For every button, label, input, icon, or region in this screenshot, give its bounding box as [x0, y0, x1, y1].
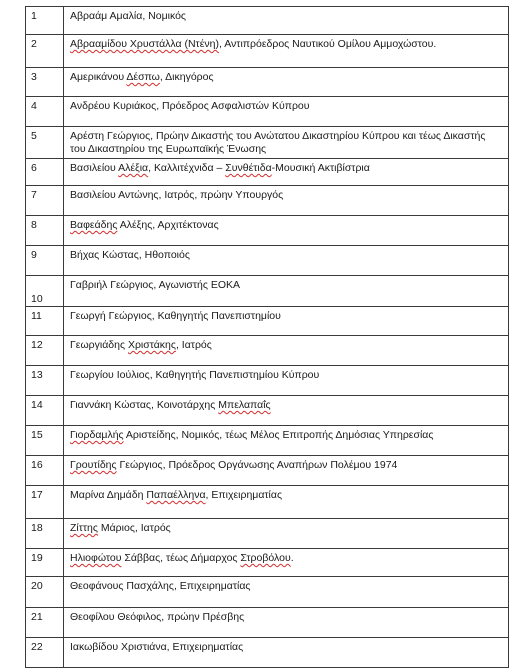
table-row [26, 35, 509, 68]
entry-text: , Επιχειρηματίας [205, 489, 283, 501]
entry-text: Θεοφάνους Πασχάλης, Επιχειρηματίας [70, 580, 251, 592]
spellcheck-flagged-text: Χριστάκης [127, 339, 176, 351]
entry-text: Αρέστη Γεώργιος, Πρώην Δικαστής του Ανώτατου Δικαστηρίου Κύπρου και τέως Δικαστής του Δικαστηρίου της Ευρωπαϊκής Ένωσης [70, 130, 486, 155]
person-entry [64, 276, 509, 307]
spellcheck-flagged-text: Δέσπω [126, 71, 160, 83]
table-row [26, 519, 509, 549]
row-number: 17 [26, 486, 64, 519]
spellcheck-flagged-text: Αβρααμίδου Χρυστάλλα (Ντένη) [70, 38, 219, 50]
entry-text: , Ιατρός [175, 339, 212, 351]
entry-text: Αριστείδης, Νομικός, τέως Μέλος Επιτροπής Δημόσιας Υπηρεσίας [123, 429, 434, 441]
entry-text: Θεοφίλου Θεόφιλος, πρώην Πρέσβης [70, 611, 245, 623]
row-number: 10 [26, 276, 64, 307]
row-number: 12 [26, 336, 64, 366]
table-row [26, 127, 509, 159]
person-entry [64, 35, 509, 68]
person-entry [64, 426, 509, 456]
row-number: 11 [26, 307, 64, 336]
entry-text: Βήχας Κώστας, Ηθοποιός [70, 249, 190, 261]
entry-text: Γεωργιάδης [70, 339, 128, 351]
table-row [26, 456, 509, 486]
spellcheck-flagged-text: Βαφεάδης [70, 219, 118, 231]
person-entry [64, 97, 509, 127]
spellcheck-flagged-text: Ηλιοφώτου [70, 552, 122, 564]
entry-text: , Καλλιτέχνιδα – [148, 162, 226, 174]
spellcheck-flagged-text: Γρουτίδης [70, 459, 117, 471]
person-entry [64, 577, 509, 608]
entry-text: -Μουσική Ακτιβίστρια [271, 162, 370, 174]
row-number: 4 [26, 97, 64, 127]
table-row [26, 276, 509, 307]
row-number: 7 [26, 186, 64, 216]
row-number: 15 [26, 426, 64, 456]
row-number: 8 [26, 216, 64, 246]
entry-text: , Δικηγόρος [159, 71, 214, 83]
person-entry [64, 608, 509, 638]
person-entry [64, 336, 509, 366]
entry-text: Αμερικάνου [70, 71, 127, 83]
table-row [26, 608, 509, 638]
entry-text: Βασιλείου [70, 162, 119, 174]
table-row [26, 186, 509, 216]
table-row [26, 366, 509, 396]
row-number: 16 [26, 456, 64, 486]
entry-text: Γεωργή Γεώργιος, Καθηγητής Πανεπιστημίου [70, 310, 281, 322]
person-entry [64, 68, 509, 97]
row-number: 3 [26, 68, 64, 97]
table-row [26, 159, 509, 186]
entry-text: Αλέξης, Αρχιτέκτονας [117, 219, 219, 231]
table-row [26, 216, 509, 246]
row-number: 20 [26, 577, 64, 608]
spellcheck-flagged-text: Γιορδαμλής [70, 429, 124, 441]
entry-text: Γιαννάκη Κώστας, Κοινοτάρχης [70, 399, 219, 411]
person-entry [64, 638, 509, 668]
spellcheck-flagged-text: Μπελαπαΐς [218, 399, 271, 411]
entry-text: Γεώργιος, Πρόεδρος Οργάνωσης Αναπήρων Πολέμου 1974 [116, 459, 398, 471]
row-number: 6 [26, 159, 64, 186]
table-row [26, 7, 509, 35]
row-number: 9 [26, 246, 64, 276]
table-row [26, 246, 509, 276]
entry-text: Μάριος, Ιατρός [97, 522, 171, 534]
spellcheck-flagged-text: Παπαέλληνα [146, 489, 206, 501]
person-entry [64, 127, 509, 159]
person-entry [64, 549, 509, 577]
table-row [26, 336, 509, 366]
table-row [26, 426, 509, 456]
person-entry [64, 216, 509, 246]
table-row [26, 638, 509, 668]
table-row [26, 549, 509, 577]
spellcheck-flagged-text: Συνθέτιδα [225, 162, 272, 174]
person-entry [64, 486, 509, 519]
table-row [26, 577, 509, 608]
person-entry [64, 519, 509, 549]
entry-text: Γεωργίου Ιούλιος, Καθηγητής Πανεπιστημίου Κύπρου [70, 369, 320, 381]
person-entry [64, 246, 509, 276]
row-number: 2 [26, 35, 64, 68]
table-row [26, 396, 509, 426]
entry-text: Σάββας, τέως Δήμαρχος [121, 552, 241, 564]
person-entry [64, 7, 509, 35]
table-row [26, 486, 509, 519]
row-number: 19 [26, 549, 64, 577]
entry-text: Βασιλείου Αντώνης, Ιατρός, πρώην Υπουργός [70, 189, 284, 201]
row-number: 22 [26, 638, 64, 668]
entry-text: , Αντιπρόεδρος Ναυτικού Ομίλου Αμμοχώστου. [218, 38, 437, 50]
entry-text: Αβραάμ Αμαλία, Νομικός [70, 10, 186, 22]
person-entry [64, 396, 509, 426]
person-entry [64, 366, 509, 396]
row-number: 14 [26, 396, 64, 426]
entry-text: Γαβριήλ Γεώργιος, Αγωνιστής ΕΟΚΑ [70, 279, 241, 291]
entry-text: Μαρίνα Δημάδη [70, 489, 147, 501]
table-row [26, 307, 509, 336]
row-number: 5 [26, 127, 64, 159]
person-entry [64, 307, 509, 336]
entry-text: Ανδρέου Κυριάκος, Πρόεδρος Ασφαλιστών Κύπρου [70, 100, 310, 112]
row-number: 13 [26, 366, 64, 396]
spellcheck-flagged-text: Αλέξια [118, 162, 149, 174]
table-row [26, 97, 509, 127]
table-row [26, 68, 509, 97]
person-entry [64, 159, 509, 186]
row-number: 21 [26, 608, 64, 638]
entry-text: Ιακωβίδου Χριστιάνα, Επιχειρηματίας [70, 641, 244, 653]
spellcheck-flagged-text: Ζίττης [70, 522, 98, 534]
person-entry [64, 456, 509, 486]
spellcheck-flagged-text: Στροβόλου [240, 552, 291, 564]
names-table [25, 6, 509, 668]
row-number: 18 [26, 519, 64, 549]
person-entry [64, 186, 509, 216]
entry-text: . [290, 552, 294, 564]
names-table-body [26, 7, 509, 668]
row-number: 1 [26, 7, 64, 35]
